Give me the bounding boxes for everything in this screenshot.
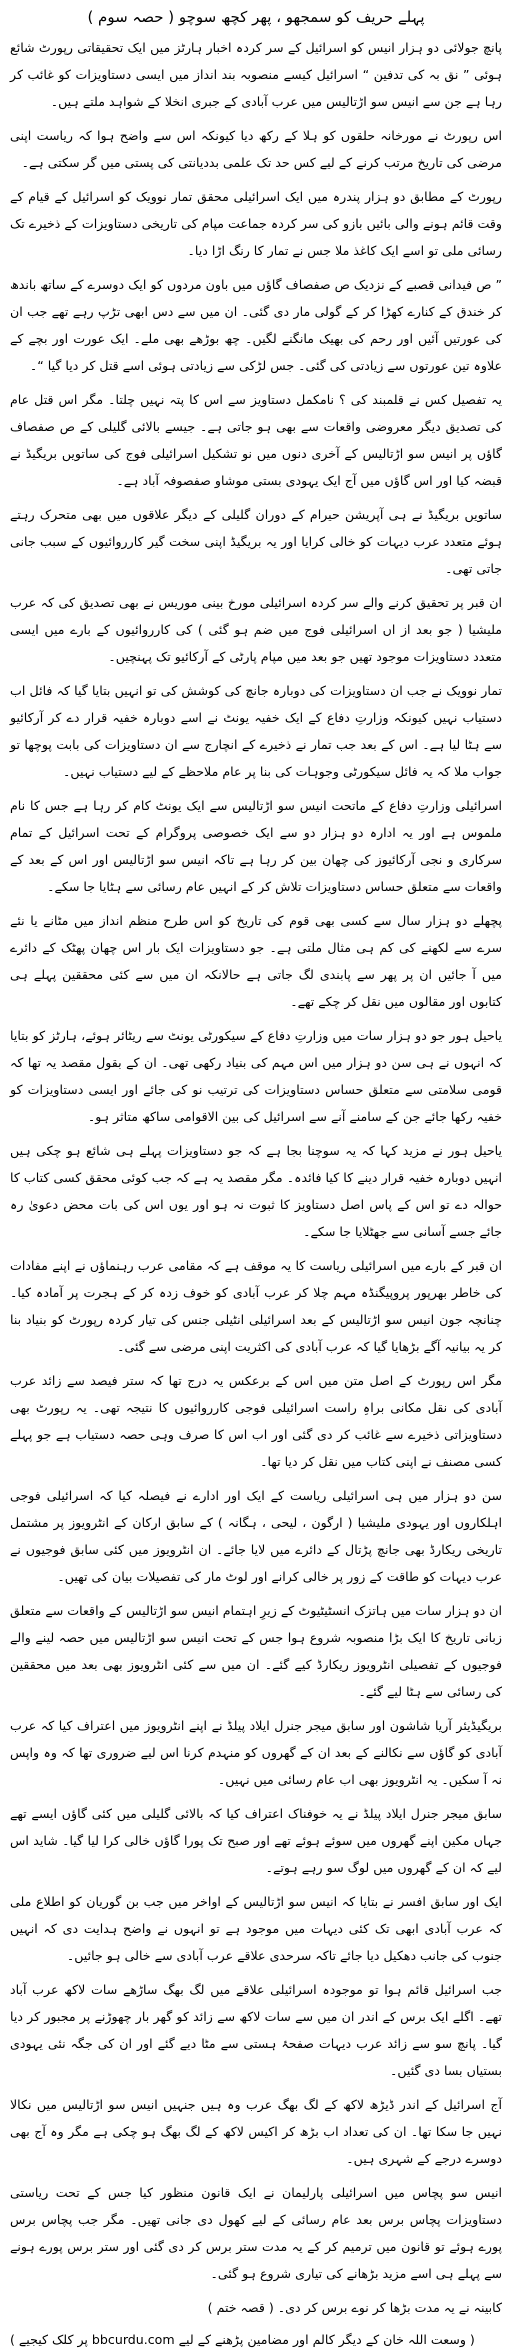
article-title: پہلے حریف کو سمجھو ، پھر کچھ سوچو ( حصہ سوم ) bbox=[87, 8, 425, 26]
paragraph-16: ان دو ہزار سات میں ہاتزک انسٹیٹیوٹ کے زیرِ اہتمام انیس سو اڑتالیس کے واقعات سے متعلق زبانی تاریخ کا ایک بڑا منصوبہ شروع ہوا جس کے تحت انیس سو اڑتالیس میں حصہ لینے والے فوجیوں کے تفصیلی انٹرویوز ریکارڈ کیے گئے۔ ان میں سے کئی انٹرویوز بھی بعد میں محققین کی رسائی سے ہٹا لیے گئے۔ bbox=[10, 1603, 502, 1699]
paragraph-19: ایک اور سابق افسر نے بتایا کہ انیس سو اڑتالیس کے اواخر میں جب بن گوریان کو اطلاع ملی کہ عرب آبادی ابھی تک کئی دیہات میں موجود ہے تو انہوں نے واضح ہدایت دی کہ انہیں جنوب کی جانب دھکیل دیا جائے تاکہ سرحدی علاقے عرب آبادی سے خالی ہو جائیں۔ bbox=[10, 1894, 502, 1963]
paragraph-4: ” ص فیدانی قصبے کے نزدیک ص صفصاف گاؤں میں باون مردوں کو ایک دوسرے کے ساتھ باندھ کر خندق کے کنارے کھڑا کر کے گولی مار دی گئی۔ ان میں سے دس ابھی تڑپ رہے تھے جب ان کی عورتیں آئیں اور رحم کی بھیک مانگنے لگیں۔ چھ بوڑھے بھی ملے۔ ایک عورت اور بچے کے علاوہ تین عورتوں سے زیادتی کی گئی۔ جس لڑکی سے زیادتی ہوئی اسے قتل کر دیا گیا “۔ bbox=[10, 277, 502, 373]
paragraph-15: سن دو ہزار میں ہی اسرائیلی ریاست کے ایک اور ادارے نے فیصلہ کیا کہ اسرائیلی فوجی اہلکاروں اور یہودی ملیشیا ( ارگون ، لیحی ، ہگانہ ) کے سابق ارکان کے انٹرویوز پر مشتمل تاریخی ریکارڈ بھی جانچ پڑتال کے دائرے میں لایا جائے۔ ان انٹرویوز میں کئی سابق فوجیوں نے عرب دیہات کو طاقت کے زور پر خالی کرانے اور لوٹ مار کی تفصیلات بیان کی تھیں۔ bbox=[10, 1488, 502, 1584]
paragraph-12: یاحیل ہور نے مزید کہا کہ یہ سوچنا بجا ہے کہ جو دستاویزات پہلے ہی شائع ہو چکی ہیں انہیں دوبارہ خفیہ قرار دینے کا کیا فائدہ۔ مگر مقصد یہ ہے کہ جب کوئی محقق کسی کتاب کا حوالہ دے تو اس کے پاس اصل دستاویز کا ثبوت نہ ہو اور یوں اس کی بات محض دعویٰ رہ جائے جسے آسانی سے جھٹلایا جا سکے۔ bbox=[10, 1143, 502, 1239]
paragraph-10: پچھلے دو ہزار سال سے کسی بھی قوم کی تاریخ کو اس طرح منظم انداز میں مٹانے یا نئے سرے سے لکھنے کی کم ہی مثال ملتی ہے۔ جو دستاویزات ایک بار اس چھان پھٹک کے دائرے میں آ جائیں ان پر پھر سے پابندی لگ جاتی ہے حالانکہ ان میں سے کئی محققین پہلے ہی کتابوں اور مقالوں میں نقل کر چکے تھے۔ bbox=[10, 913, 502, 1009]
paragraph-8: تمار نوویک نے جب ان دستاویزات کی دوبارہ جانچ کی کوشش کی تو انہیں بتایا گیا کہ فائل اب دستیاب نہیں کیونکہ وزارتِ دفاع کے ایک خفیہ یونٹ نے اسے دوبارہ خفیہ قرار دے کر آرکائیو سے ہٹا لیا ہے۔ اس کے بعد جب تمار نے ذخیرے کے انچارج سے ان دستاویزات کی بابت پوچھا تو جواب ملا کہ یہ فائل سیکورٹی وجوہات کی بنا پر عام ملاحظے کے لیے دستیاب نہیں۔ bbox=[10, 683, 502, 779]
paragraph-20: جب اسرائیل قائم ہوا تو موجودہ اسرائیلی علاقے میں لگ بھگ ساڑھے سات لاکھ عرب آباد تھے۔ اگلے ایک برس کے اندر ان میں سے سات لاکھ سے زائد کو گھر بار چھوڑنے پر مجبور کر دیا گیا۔ پانچ سو سے زائد عرب دیہات صفحۂ ہستی سے مٹا دیے گئے اور ان کی جگہ نئی یہودی بستیاں بسا دی گئیں۔ bbox=[10, 1982, 502, 2078]
paragraph-13: ان قبر کے بارے میں اسرائیلی ریاست کا یہ موقف ہے کہ مقامی عرب رہنماؤں نے اپنے مفادات کی خاطر بھرپور پروپیگنڈہ مہم چلا کر عرب آبادی کو خوف زدہ کر کے ہجرت پر آمادہ کیا۔ چنانچہ جون انیس سو اڑتالیس کے بعد اسرائیلی انٹیلی جنس کی تیار کردہ رپورٹ کو بنیاد بنا کر یہ بیانیہ آگے بڑھایا گیا کہ عرب آبادی کی اکثریت اپنی مرضی سے گئی۔ bbox=[10, 1258, 502, 1354]
paragraph-9: اسرائیلی وزارتِ دفاع کے ماتحت انیس سو اڑتالیس سے ایک یونٹ کام کر رہا ہے جس کا نام ملموس ہے اور یہ ادارہ دو ہزار دو سے ایک خصوصی پروگرام کے تحت اسرائیل کے تمام سرکاری و نجی آرکائیوز کی چھان بین کر رہا ہے تاکہ انیس سو اڑتالیس اور اس کے بعد کے واقعات سے متعلق حساس دستاویزات تلاش کر کے انہیں عام رسائی سے ہٹایا جا سکے۔ bbox=[10, 798, 502, 894]
paragraph-7: ان قبر پر تحقیق کرنے والے سر کردہ اسرائیلی مورخ بینی موریس نے بھی تصدیق کی کہ عرب ملیشیا ( جو بعد از اں اسرائیلی فوج میں ضم ہو گئی ) کی کارروائیوں کے بارے میں ایسی متعدد دستاویزات موجود تھیں جو بعد میں مپام پارٹی کے آرکائیو تک پہنچیں۔ bbox=[10, 595, 502, 664]
paragraph-5: یہ تفصیل کس نے قلمبند کی ؟ نامکمل دستاویز سے اس کا پتہ نہیں چلتا۔ مگر اس قتل عام کی تصدیق دیگر معروضی واقعات سے بھی ہو جاتی ہے۔ جیسے بالائی گلیلی کے ص صفصاف گاؤں پر انیس سو اڑتالیس کے آخری دنوں میں نو تشکیل اسرائیلی فوج کی ساتویں بریگیڈ نے قبضہ کیا اور اس گاؤں میں آج ایک یہودی بستی موشاو صفصوفہ آباد ہے۔ bbox=[10, 392, 502, 488]
paragraph-2: اس رپورٹ نے مورخانہ حلقوں کو ہلا کے رکھ دیا کیونکہ اس سے واضح ہوا کہ ریاست اپنی مرضی کی تاریخ مرتب کرنے کے لیے کس حد تک علمی بددیانتی کی پستی میں گر سکتی ہے۔ bbox=[10, 128, 502, 170]
paragraph-11: یاحیل ہور جو دو ہزار سات میں وزارتِ دفاع کے سیکورٹی یونٹ سے ریٹائر ہوئے، ہارٹز کو بتایا کہ انہوں نے ہی سن دو ہزار میں اس مہم کی بنیاد رکھی تھی۔ ان کے بقول مقصد یہ تھا کہ قومی سلامتی سے متعلق حساس دستاویزات کی ترتیب نو کی جائے اور ایسی دستاویزات کو خفیہ رکھا جائے جن کے سامنے آنے سے اسرائیل کی بین الاقوامی ساکھ متاثر ہو۔ bbox=[10, 1028, 502, 1124]
paragraph-6: ساتویں بریگیڈ نے ہی آپریشن حیرام کے دوران گلیلی کے دیگر علاقوں میں بھی متحرک رہتے ہوئے متعدد عرب دیہات کو خالی کرایا اور یہ بریگیڈ اپنی سخت گیر کارروائیوں کے سبب جانی جاتی تھی۔ bbox=[10, 507, 502, 576]
paragraph-1: پانچ جولائی دو ہزار انیس کو اسرائیل کے سر کردہ اخبار ہارٹز میں ایک تحقیقاتی رپورٹ شائع ہوئی ” نق بہ کی تدفین “ اسرائیل کیسے منصوبہ بند انداز میں ایسی دستاویزات کو غائب کر رہا ہے جن سے انیس سو اڑتالیس میں عرب آبادی کے جبری انخلا کے شواہد ملتے ہیں۔ bbox=[10, 40, 502, 109]
paragraph-17: بریگیڈیئر آریا شاشون اور سابق میجر جنرل ایلاد پیلڈ نے اپنے انٹرویوز میں اعتراف کیا کہ عرب آبادی کو گاؤں سے نکالنے کے بعد ان کے گھروں کو منہدم کرنا اس لیے ضروری تھا کہ وہ واپس نہ آ سکیں۔ یہ انٹرویوز بھی اب عام رسائی میں نہیں۔ bbox=[10, 1718, 502, 1787]
paragraph-23: کابینہ نے یہ مدت بڑھا کر نوے برس کر دی۔ ( قصہ ختم ) bbox=[207, 2300, 502, 2315]
paragraph-22: انیس سو پچاس میں اسرائیلی پارلیمان نے ایک قانون منظور کیا جس کے تحت ریاستی دستاویزات پچاس برس بعد عام رسائی کے لیے کھول دی جانی تھیں۔ مگر جب پچاس برس پورے ہوئے تو قانون میں ترمیم کر کے یہ مدت ستر برس کر دی گئی اور ستر برس پورے ہونے سے پہلے ہی اسے مزید بڑھانے کی تیاری شروع ہو گئی۔ bbox=[10, 2185, 502, 2281]
paragraph-18: سابق میجر جنرل ایلاد پیلڈ نے یہ خوفناک اعتراف کیا کہ بالائی گلیلی میں کئی گاؤں ایسے تھے جہاں مکین اپنے گھروں میں سوئے ہوئے تھے اور صبح تک پورا گاؤں خالی کرا لیا گیا۔ شاید اس لیے کہ ان کے گھروں میں لوگ سو رہے ہوتے۔ bbox=[10, 1806, 502, 1875]
paragraph-21: آج اسرائیل کے اندر ڈیڑھ لاکھ کے لگ بھگ عرب وہ ہیں جنہیں انیس سو اڑتالیس میں نکالا نہیں جا سکا تھا۔ ان کی تعداد اب بڑھ کر اکیس لاکھ کے لگ بھگ ہو چکی ہے مگر وہ آج بھی دوسرے درجے کے شہری ہیں۔ bbox=[10, 2097, 502, 2166]
paragraph-3: رپورٹ کے مطابق دو ہزار پندرہ میں ایک اسرائیلی محقق تمار نوویک کو اسرائیل کے قیام کے وقت قائم ہونے والی بائیں بازو کی سر کردہ جماعت مپام کی تاریخی دستاویزات کے ذخیرے تک رسائی ملی تو اسے ایک کاغذ ملا جس نے تمار کا رنگ اڑا دیا۔ bbox=[10, 189, 502, 258]
paragraph-14: مگر اس رپورٹ کے اصل متن میں اس کے برعکس یہ درج تھا کہ ستر فیصد سے زائد عرب آبادی کی نقل مکانی براہِ راست اسرائیلی فوجی کارروائیوں کا نتیجہ تھی۔ یہ رپورٹ بھی دستاویزاتی ذخیرے سے غائب کر دی گئی اور اب اس کا صرف وہی حصہ دستیاب ہے جو پہلے کسی مصنف نے اپنی کتاب میں نقل کر دیا تھا۔ bbox=[10, 1373, 502, 1469]
author-signature: ( وسعت اللہ خان کے دیگر کالم اور مضامین پڑھنے کے لیے bbcurdu.com پر کلک کیجیے ) bbox=[10, 2332, 475, 2347]
